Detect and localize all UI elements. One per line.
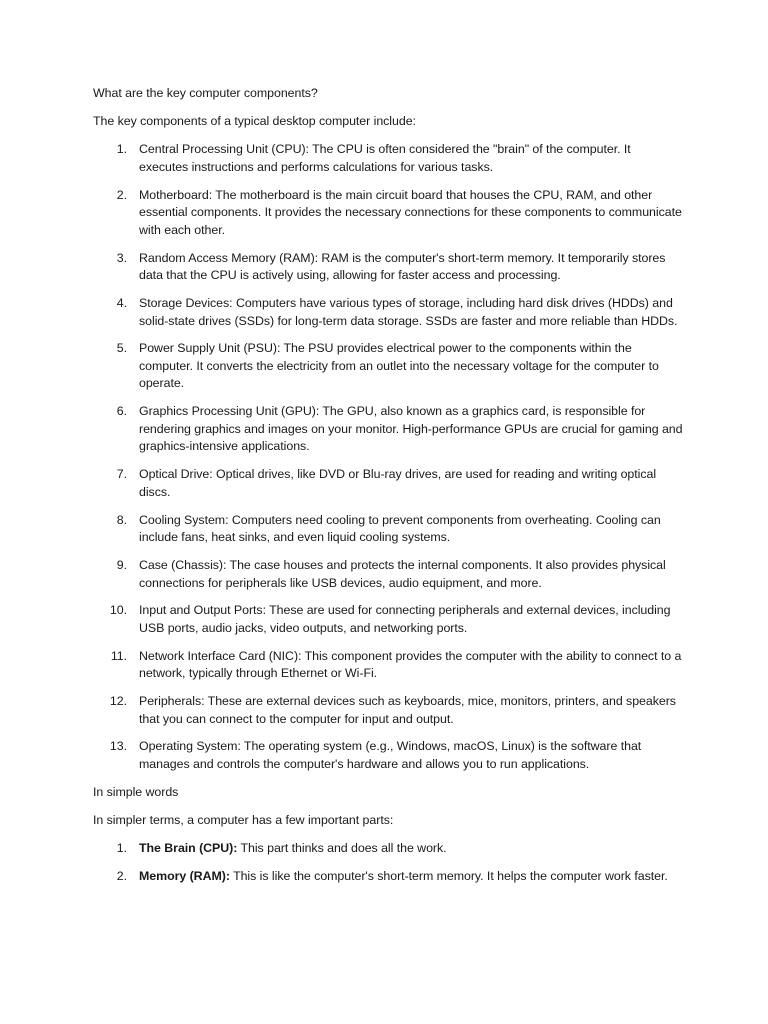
- part-description: This part thinks and does all the work.: [237, 841, 447, 856]
- list-item: [93, 295, 683, 330]
- list-item-text: Network Interface Card (NIC): This component provides the computer with the ability to connect to a network, typically through Ethernet or Wi-Fi.: [139, 648, 682, 681]
- list-number: 6.: [116, 404, 127, 419]
- list-item-text: Storage Devices: Computers have various types of storage, including hard disk drives (HDDs) and solid-state drives (SSDs) for long-term data storage. SSDs are faster and more reliable than HDDs.: [139, 295, 678, 328]
- list-item: [93, 693, 683, 728]
- list-number: 1.: [116, 142, 127, 157]
- intro-paragraph: The key components of a typical desktop computer include:: [93, 114, 416, 129]
- list-number: 10.: [109, 603, 127, 618]
- list-item: [93, 187, 683, 240]
- list-item-text: Peripherals: These are external devices such as keyboards, mice, monitors, printers, and speakers that you can connect to the computer for input and output.: [139, 694, 676, 726]
- list-number: 1.: [116, 841, 127, 856]
- list-item-text: Motherboard: The motherboard is the main circuit board that houses the CPU, RAM, and other essential components. It provides the necessary connections for these components to communicate with each other.: [139, 187, 682, 237]
- document-heading: What are the key computer components?: [93, 86, 318, 100]
- list-item-text: Input and Output Ports: These are used for connecting peripherals and external devices, including USB ports, audio jacks, video outputs, and networking ports.: [139, 603, 671, 635]
- list-number: 12.: [109, 694, 127, 709]
- list-item: [93, 340, 683, 393]
- part-term: The Brain (CPU):: [139, 841, 238, 856]
- list-item-text: Central Processing Unit (CPU): The CPU is often considered the "brain" of the computer. It executes instructions and performs calculations for various tasks.: [139, 142, 631, 174]
- list-item-text: Cooling System: Computers need cooling to prevent components from overheating. Cooling can include fans, heat sinks, and even liquid cooling systems.: [139, 512, 661, 545]
- simple-intro-paragraph: In simpler terms, a computer has a few important parts:: [93, 812, 394, 827]
- list-item: [93, 648, 683, 683]
- list-number: 3.: [116, 250, 127, 265]
- list-item-text: Random Access Memory (RAM): RAM is the computer's short-term memory. It temporarily stores data that the CPU is actively using, allowing for faster access and processing.: [139, 250, 666, 283]
- list-number: 9.: [116, 557, 127, 572]
- list-item-text: Case (Chassis): The case houses and protects the internal components. It also provides physical connections for peripherals like USB devices, audio equipment, and more.: [139, 557, 666, 590]
- part-description: This is like the computer's short-term memory. It helps the computer work faster.: [229, 868, 668, 883]
- list-item: [93, 738, 683, 773]
- list-number: 13.: [109, 739, 127, 754]
- list-item-text: Optical Drive: Optical drives, like DVD or Blu-ray drives, are used for reading and writing optical discs.: [139, 467, 657, 499]
- list-item-text: Operating System: The operating system (e.g., Windows, macOS, Linux) is the software that manages and controls the computer's hardware and allows you to run applications.: [139, 739, 642, 772]
- list-item-text: Graphics Processing Unit (GPU): The GPU, also known as a graphics card, is responsible for rendering graphics and images on your monitor. High-performance GPUs are crucial for gaming and graphics-intensive applications.: [139, 404, 683, 454]
- list-item: [93, 250, 683, 285]
- list-item: [93, 557, 683, 592]
- components-list: [93, 141, 683, 773]
- part-term: Memory (RAM):: [139, 868, 230, 883]
- list-item-text: Power Supply Unit (PSU): The PSU provides electrical power to the components within the computer. It converts the electricity from an outlet into the necessary voltage for the computer to operate.: [139, 341, 659, 391]
- list-number: 2.: [116, 868, 127, 883]
- list-item: [93, 403, 683, 456]
- list-item: [93, 840, 683, 858]
- list-number: 4.: [116, 295, 127, 310]
- list-item: [93, 141, 683, 176]
- simple-parts-list: [93, 840, 683, 885]
- list-number: 11.: [110, 648, 127, 663]
- list-number: 7.: [116, 467, 127, 482]
- list-item: [93, 466, 683, 501]
- document-page: [93, 85, 683, 896]
- list-item: [93, 512, 683, 547]
- list-item: [93, 868, 683, 886]
- list-number: 2.: [116, 187, 127, 202]
- list-number: 5.: [116, 341, 127, 356]
- list-item: [93, 602, 683, 637]
- simple-heading: In simple words: [93, 784, 179, 799]
- list-number: 8.: [116, 512, 127, 527]
